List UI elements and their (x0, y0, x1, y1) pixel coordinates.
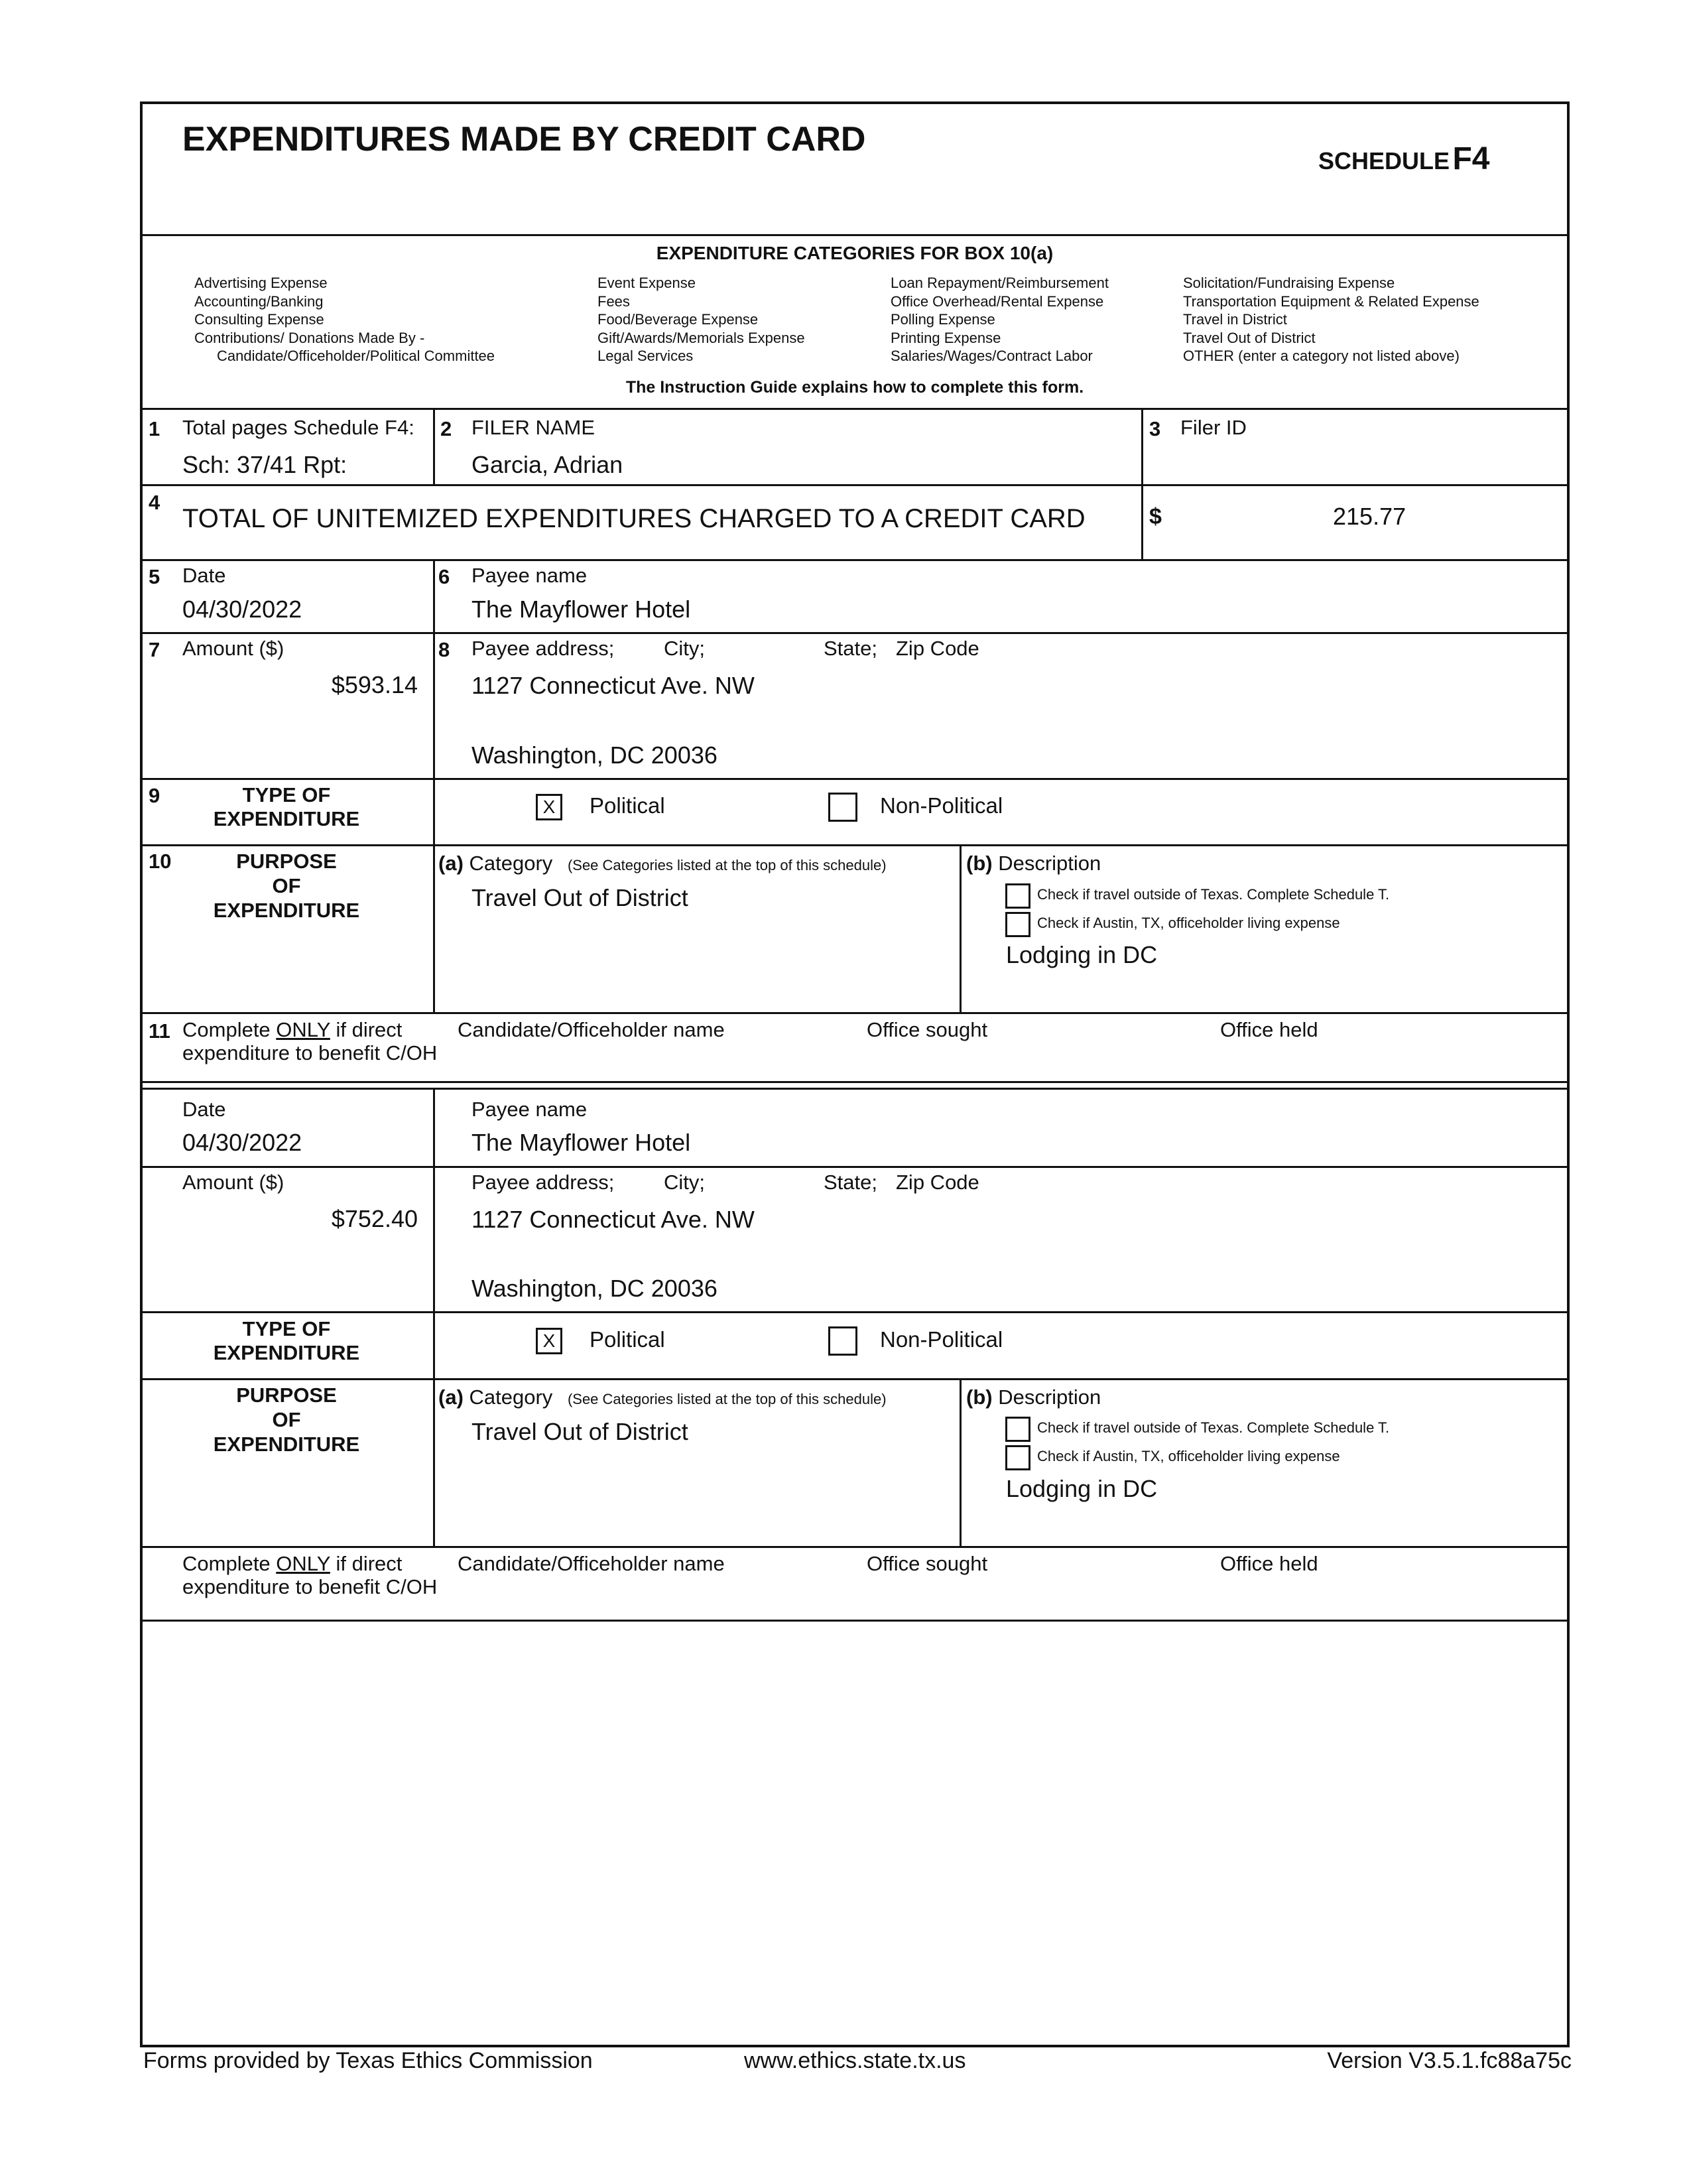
divider (140, 1166, 1570, 1168)
type-of-expenditure-label (140, 1317, 433, 1365)
travel-outside-texas-checkbox[interactable] (1005, 1417, 1030, 1442)
field-number: 9 (149, 784, 160, 807)
complete-only-line (182, 1552, 437, 1575)
category-item: Transportation Equipment & Related Expense (1183, 292, 1479, 310)
candidate-name-label: Candidate/Officeholder name (458, 1018, 725, 1041)
schedule-label (1318, 141, 1490, 177)
category-note: (See Categories listed at the top of this schedule) (567, 857, 887, 873)
type-of-label: TYPE OF (242, 1317, 331, 1340)
divider (140, 559, 1570, 561)
category-item: Contributions/ Donations Made By - (194, 329, 425, 346)
category-label (438, 1385, 887, 1409)
filer-id-label: Filer ID (1180, 416, 1247, 439)
divider (140, 844, 1570, 846)
filer-name-value: Garcia, Adrian (471, 451, 623, 478)
payee-address-label (471, 1171, 979, 1194)
only-word: ONLY (276, 1552, 330, 1575)
expenditure-label: EXPENDITURE (213, 807, 360, 830)
divider (140, 778, 1570, 780)
only-word: ONLY (276, 1018, 330, 1041)
date-value: 04/30/2022 (182, 596, 302, 623)
expenditure-label: EXPENDITURE (213, 899, 360, 922)
address-label: Payee address; (471, 637, 615, 660)
travel-outside-texas-checkbox[interactable] (1005, 883, 1030, 909)
unitemized-total-label: TOTAL OF UNITEMIZED EXPENDITURES CHARGED TO A CREDIT CARD (182, 504, 1086, 533)
office-held-label: Office held (1220, 1018, 1318, 1041)
field-number: 1 (149, 417, 160, 440)
category-item: Accounting/Banking (194, 292, 324, 310)
field-number: 8 (438, 638, 450, 661)
categories-col-2 (597, 274, 805, 365)
divider (140, 408, 1570, 410)
categories-col-1 (194, 274, 495, 365)
payee-name-label: Payee name (471, 564, 588, 587)
austin-living-expense-checkbox[interactable] (1005, 1445, 1030, 1470)
divider (140, 234, 1570, 236)
field-number: 2 (440, 417, 452, 440)
travel-outside-texas-label: Check if travel outside of Texas. Complete Schedule T. (1037, 1419, 1390, 1436)
category-item: Loan Repayment/Reimbursement (891, 275, 1109, 291)
benefit-line: expenditure to benefit C/OH (182, 1041, 438, 1064)
form-title: EXPENDITURES MADE BY CREDIT CARD (182, 120, 866, 159)
complete-only-label (182, 1552, 437, 1598)
payee-name-value: The Mayflower Hotel (471, 1129, 691, 1156)
divider (140, 1081, 1570, 1083)
zip-label: Zip Code (896, 637, 979, 660)
dollar-sign: $ (1149, 504, 1162, 529)
amount-value: $593.14 (331, 671, 418, 698)
date-label: Date (182, 1098, 226, 1121)
category-item: Travel Out of District (1183, 329, 1316, 346)
divider (140, 1311, 1570, 1313)
payee-name-label: Payee name (471, 1098, 588, 1121)
of-label: OF (272, 1408, 301, 1431)
category-word: Category (469, 852, 553, 875)
description-word: Description (998, 1385, 1101, 1409)
divider (140, 484, 1570, 486)
field-number: 7 (149, 638, 160, 661)
city-state-zip-value: Washington, DC 20036 (471, 1275, 717, 1302)
office-sought-label: Office sought (867, 1018, 988, 1041)
address-label: Payee address; (471, 1171, 615, 1194)
complete-word: Complete (182, 1018, 277, 1041)
divider (433, 1088, 435, 1548)
city-state-zip-value: Washington, DC 20036 (471, 741, 717, 769)
description-value: Lodging in DC (1006, 1475, 1158, 1502)
divider (140, 1378, 1570, 1380)
category-item: Salaries/Wages/Contract Labor (891, 348, 1093, 364)
category-item: Event Expense (597, 275, 696, 291)
total-pages-value: Sch: 37/41 Rpt: (182, 451, 347, 478)
zip-label: Zip Code (896, 1171, 979, 1194)
purpose-of-expenditure-label (140, 1383, 433, 1456)
category-item: Consulting Expense (194, 311, 324, 328)
category-note: (See Categories listed at the top of this schedule) (567, 1391, 887, 1407)
political-checkbox[interactable]: X (536, 794, 562, 820)
category-item: Gift/Awards/Memorials Expense (597, 329, 805, 346)
complete-word: Complete (182, 1552, 277, 1575)
total-pages-label: Total pages Schedule F4: (182, 416, 414, 439)
travel-outside-texas-label: Check if travel outside of Texas. Complete Schedule T. (1037, 886, 1390, 903)
category-item: Legal Services (597, 348, 694, 364)
category-item: Advertising Expense (194, 275, 328, 291)
payee-name-value: The Mayflower Hotel (471, 596, 691, 623)
date-value: 04/30/2022 (182, 1129, 302, 1156)
political-label: Political (590, 793, 665, 818)
field-number: 3 (1149, 417, 1161, 440)
expenditure-label: EXPENDITURE (213, 1341, 360, 1364)
date-label: Date (182, 564, 226, 587)
austin-living-expense-label: Check if Austin, TX, officeholder living expense (1037, 915, 1340, 931)
categories-col-4 (1183, 274, 1479, 365)
purpose-label: PURPOSE (236, 850, 337, 873)
if-direct-word: if direct (330, 1552, 403, 1575)
divider (960, 1378, 962, 1548)
divider (960, 844, 962, 1014)
part-b-marker: (b) (966, 852, 993, 875)
description-word: Description (998, 852, 1101, 875)
purpose-of-expenditure-label (140, 849, 433, 923)
footer-url: www.ethics.state.tx.us (744, 2048, 966, 2073)
candidate-name-label: Candidate/Officeholder name (458, 1552, 725, 1575)
category-item: Solicitation/Fundraising Expense (1183, 275, 1395, 291)
part-b-marker: (b) (966, 1385, 993, 1409)
field-number: 6 (438, 565, 450, 588)
non-political-label: Non-Political (880, 1327, 1003, 1352)
category-item: Office Overhead/Rental Expense (891, 292, 1104, 310)
category-item: Fees (597, 292, 630, 310)
divider (140, 1620, 1570, 1622)
non-political-checkbox[interactable] (828, 1326, 857, 1356)
political-checkbox[interactable]: X (536, 1328, 562, 1354)
field-number: 11 (149, 1019, 170, 1043)
divider (433, 559, 435, 1014)
benefit-line: expenditure to benefit C/OH (182, 1575, 438, 1598)
state-label: State; (824, 1171, 877, 1194)
austin-living-expense-checkbox[interactable] (1005, 912, 1030, 937)
office-sought-label: Office sought (867, 1552, 988, 1575)
type-of-expenditure-label (140, 783, 433, 831)
categories-heading: EXPENDITURE CATEGORIES FOR BOX 10(a) (656, 243, 1054, 263)
expenditure-label: EXPENDITURE (213, 1433, 360, 1456)
description-label (966, 852, 1101, 875)
of-label: OF (272, 874, 301, 897)
part-a-marker: (a) (438, 852, 464, 875)
complete-only-label (182, 1018, 437, 1064)
non-political-checkbox[interactable] (828, 793, 857, 822)
field-number: 4 (149, 491, 160, 514)
field-number: 5 (149, 565, 160, 588)
category-item: Food/Beverage Expense (597, 311, 759, 328)
purpose-label: PURPOSE (236, 1383, 337, 1407)
category-value: Travel Out of District (471, 884, 688, 911)
type-of-label: TYPE OF (242, 783, 331, 806)
category-item: Printing Expense (891, 329, 1001, 346)
divider (140, 1546, 1570, 1548)
non-political-label: Non-Political (880, 793, 1003, 818)
payee-address-label (471, 637, 979, 661)
description-value: Lodging in DC (1006, 941, 1158, 968)
divider (433, 408, 435, 484)
street-value: 1127 Connecticut Ave. NW (471, 672, 755, 699)
schedule-code: F4 (1452, 141, 1490, 176)
office-held-label: Office held (1220, 1552, 1318, 1575)
footer-version: Version V3.5.1.fc88a75c (1327, 2048, 1572, 2073)
instruction-note: The Instruction Guide explains how to complete this form. (625, 378, 1084, 397)
category-item: Candidate/Officeholder/Political Committee (217, 348, 495, 364)
category-value: Travel Out of District (471, 1418, 688, 1445)
complete-only-line (182, 1018, 437, 1041)
filer-name-label: FILER NAME (471, 416, 595, 439)
divider (140, 632, 1570, 634)
part-a-marker: (a) (438, 1385, 464, 1409)
category-word: Category (469, 1385, 553, 1409)
austin-living-expense-label: Check if Austin, TX, officeholder living expense (1037, 1448, 1340, 1464)
amount-value: $752.40 (331, 1205, 418, 1232)
unitemized-total-value: 215.77 (1333, 503, 1406, 530)
schedule-word: SCHEDULE (1318, 147, 1450, 174)
categories-col-3 (891, 274, 1109, 365)
category-item: OTHER (enter a category not listed above) (1183, 348, 1460, 364)
category-item: Travel in District (1183, 311, 1287, 328)
state-label: State; (824, 637, 877, 660)
city-label: City; (664, 637, 705, 660)
amount-label: Amount ($) (182, 637, 284, 660)
divider (140, 1088, 1570, 1090)
category-item: Polling Expense (891, 311, 995, 328)
political-label: Political (590, 1327, 665, 1352)
description-label (966, 1385, 1101, 1409)
field-number: 10 (149, 850, 172, 873)
category-label (438, 852, 887, 875)
street-value: 1127 Connecticut Ave. NW (471, 1206, 755, 1233)
amount-label: Amount ($) (182, 1171, 284, 1194)
divider (140, 1012, 1570, 1014)
footer-provider: Forms provided by Texas Ethics Commission (143, 2048, 593, 2073)
city-label: City; (664, 1171, 705, 1194)
if-direct-word: if direct (330, 1018, 403, 1041)
